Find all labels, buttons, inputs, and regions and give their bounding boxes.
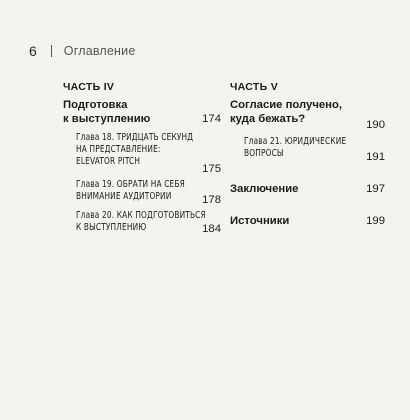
chapter-title-line: НА ПРЕДСТАВЛЕНИЕ: xyxy=(76,144,161,155)
page-number: 6 xyxy=(29,43,37,59)
section-title-line: куда бежать? xyxy=(230,113,306,125)
chapter-title-line: ВНИМАНИЕ АУДИТОРИИ xyxy=(76,191,172,202)
toc-chapter-entry xyxy=(76,210,221,234)
toc-chapter-entry xyxy=(76,179,221,206)
toc-chapter-entry xyxy=(244,136,385,163)
page-ref: 190 xyxy=(366,119,385,131)
chapter-title-line: ELEVATOR PITCH xyxy=(76,156,141,167)
page-header xyxy=(29,43,136,59)
page-ref: 199 xyxy=(366,215,385,227)
section-title-line: к выступлению xyxy=(63,113,151,125)
part-heading: ЧАСТЬ V xyxy=(230,81,279,93)
header-title: Оглавление xyxy=(63,44,136,58)
toc-conclusion-entry xyxy=(230,182,385,196)
toc-chapter-entry xyxy=(76,132,221,175)
section-title-line: Подготовка xyxy=(63,99,128,111)
chapter-title-line: ВОПРОСЫ xyxy=(244,148,284,159)
toc-section-entry xyxy=(230,98,385,131)
chapter-title-line: Глава 20. КАК ПОДГОТОВИТЬСЯ xyxy=(76,210,206,221)
page-ref: 191 xyxy=(366,151,385,163)
chapter-title-line: Глава 21. ЮРИДИЧЕСКИЕ xyxy=(244,136,347,147)
page-ref: 178 xyxy=(202,194,221,206)
chapter-title-line: К ВЫСТУПЛЕНИЮ xyxy=(76,222,147,233)
page-ref: 175 xyxy=(202,163,221,175)
conclusion-title: Заключение xyxy=(230,183,299,195)
part-heading: ЧАСТЬ IV xyxy=(63,81,115,93)
chapter-title-line: Глава 19. ОБРАТИ НА СЕБЯ xyxy=(76,179,185,190)
header-divider xyxy=(51,45,52,57)
section-title-line: Согласие получено, xyxy=(230,99,343,111)
page-ref: 174 xyxy=(202,113,221,125)
page-ref: 184 xyxy=(202,223,221,235)
page-ref: 197 xyxy=(366,183,385,195)
toc-sources-entry xyxy=(230,214,385,228)
toc-section-entry xyxy=(63,98,221,126)
chapter-title-line: Глава 18. ТРИДЦАТЬ СЕКУНД xyxy=(76,132,194,143)
sources-title: Источники xyxy=(230,215,290,227)
